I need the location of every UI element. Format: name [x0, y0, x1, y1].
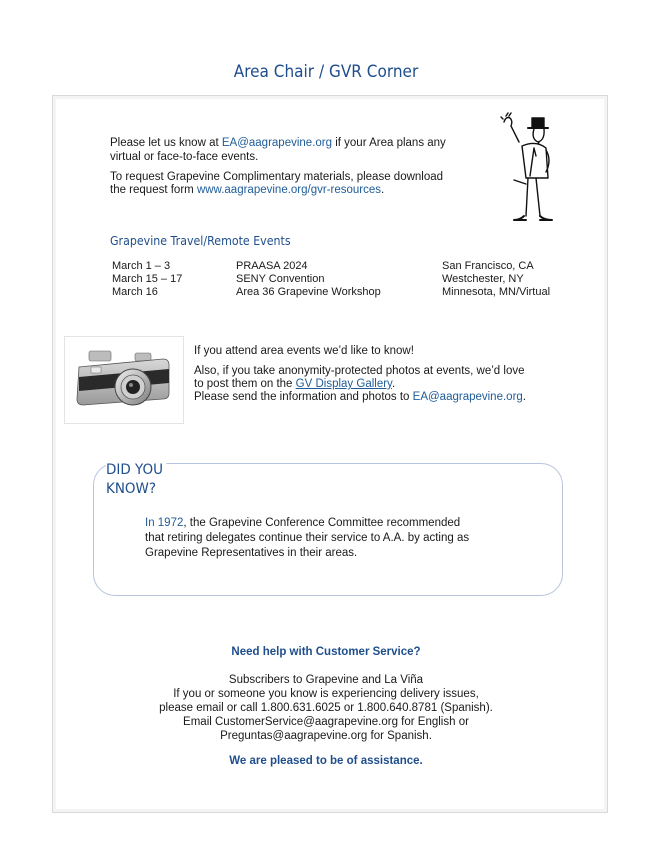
waving-man-illustration: [498, 112, 560, 230]
cs-line-2: If you or someone you know is experiencing delivery issues,: [173, 688, 479, 700]
photos-line-4: [194, 390, 526, 404]
intro-line-4: [110, 183, 384, 197]
cs-line-5: Preguntas@aagrapevine.org for Spanish.: [220, 730, 432, 742]
page-title: Area Chair / GVR Corner: [233, 62, 419, 82]
photos-text: .: [391, 378, 396, 390]
resources-link[interactable]: www.aagrapevine.org/gvr-resources: [196, 184, 382, 196]
photos-line-3: [194, 377, 395, 391]
photos-line-2: Also, if you take anonymity-protected photos at events, we’d love: [194, 365, 525, 377]
event-row: [112, 286, 572, 299]
event-date: March 15 – 17: [112, 273, 183, 285]
photos-text: to post them on the: [194, 378, 296, 390]
event-name: Area 36 Grapevine Workshop: [236, 286, 381, 298]
events-list: [112, 260, 572, 299]
cs-line-3: please email or call 1.800.631.6025 or 1.800.640.8781 (Spanish).: [159, 702, 493, 714]
intro-text: if your Area plans any: [332, 137, 446, 149]
heading-line: DID YOU: [106, 462, 164, 478]
event-location: Minnesota, MN/Virtual: [442, 286, 551, 298]
event-name: PRAASA 2024: [236, 260, 308, 272]
intro-text: .: [381, 184, 385, 196]
cs-closing: We are pleased to be of assistance.: [229, 755, 423, 767]
camera-photo: [64, 336, 184, 424]
photos-line-1: If you attend area events we’d like to know!: [194, 345, 414, 357]
gallery-link[interactable]: GV Display Gallery: [295, 378, 392, 390]
heading-line: KNOW?: [106, 481, 157, 497]
email-link[interactable]: EA@aagrapevine.org: [412, 391, 523, 403]
event-row: [112, 260, 572, 273]
dyk-line-1: [145, 516, 460, 530]
intro-line-2: virtual or face-to-face events.: [110, 151, 259, 163]
intro-line-1: [110, 136, 446, 150]
email-link[interactable]: EA@aagrapevine.org: [221, 137, 333, 149]
intro-line-3: To request Grapevine Complimentary materials, please download: [110, 171, 444, 183]
event-name: SENY Convention: [236, 273, 325, 285]
intro-text: Please let us know at: [110, 137, 222, 149]
event-location: Westchester, NY: [442, 273, 524, 285]
photos-text: .: [522, 391, 526, 403]
event-row: [112, 273, 572, 286]
event-location: San Francisco, CA: [442, 260, 534, 272]
event-date: March 16: [112, 286, 158, 298]
intro-text: the request form: [110, 184, 197, 196]
cs-line-4: Email CustomerService@aagrapevine.org for English or: [183, 716, 469, 728]
dyk-year: In 1972: [145, 517, 184, 529]
dyk-line-3: Grapevine Representatives in their areas.: [145, 547, 358, 559]
cs-line-1: Subscribers to Grapevine and La Viña: [228, 674, 424, 686]
photos-text: Please send the information and photos to: [194, 391, 413, 403]
dyk-line-2: that retiring delegates continue their service to A.A. by acting as: [145, 532, 470, 544]
customer-service-heading: Need help with Customer Service?: [231, 646, 421, 658]
event-date: March 1 – 3: [112, 260, 171, 272]
events-heading: Grapevine Travel/Remote Events: [110, 234, 291, 248]
dyk-text: , the Grapevine Conference Committee recommended: [183, 517, 461, 529]
did-you-know-heading: [106, 461, 167, 499]
camera-icon: [65, 337, 183, 423]
